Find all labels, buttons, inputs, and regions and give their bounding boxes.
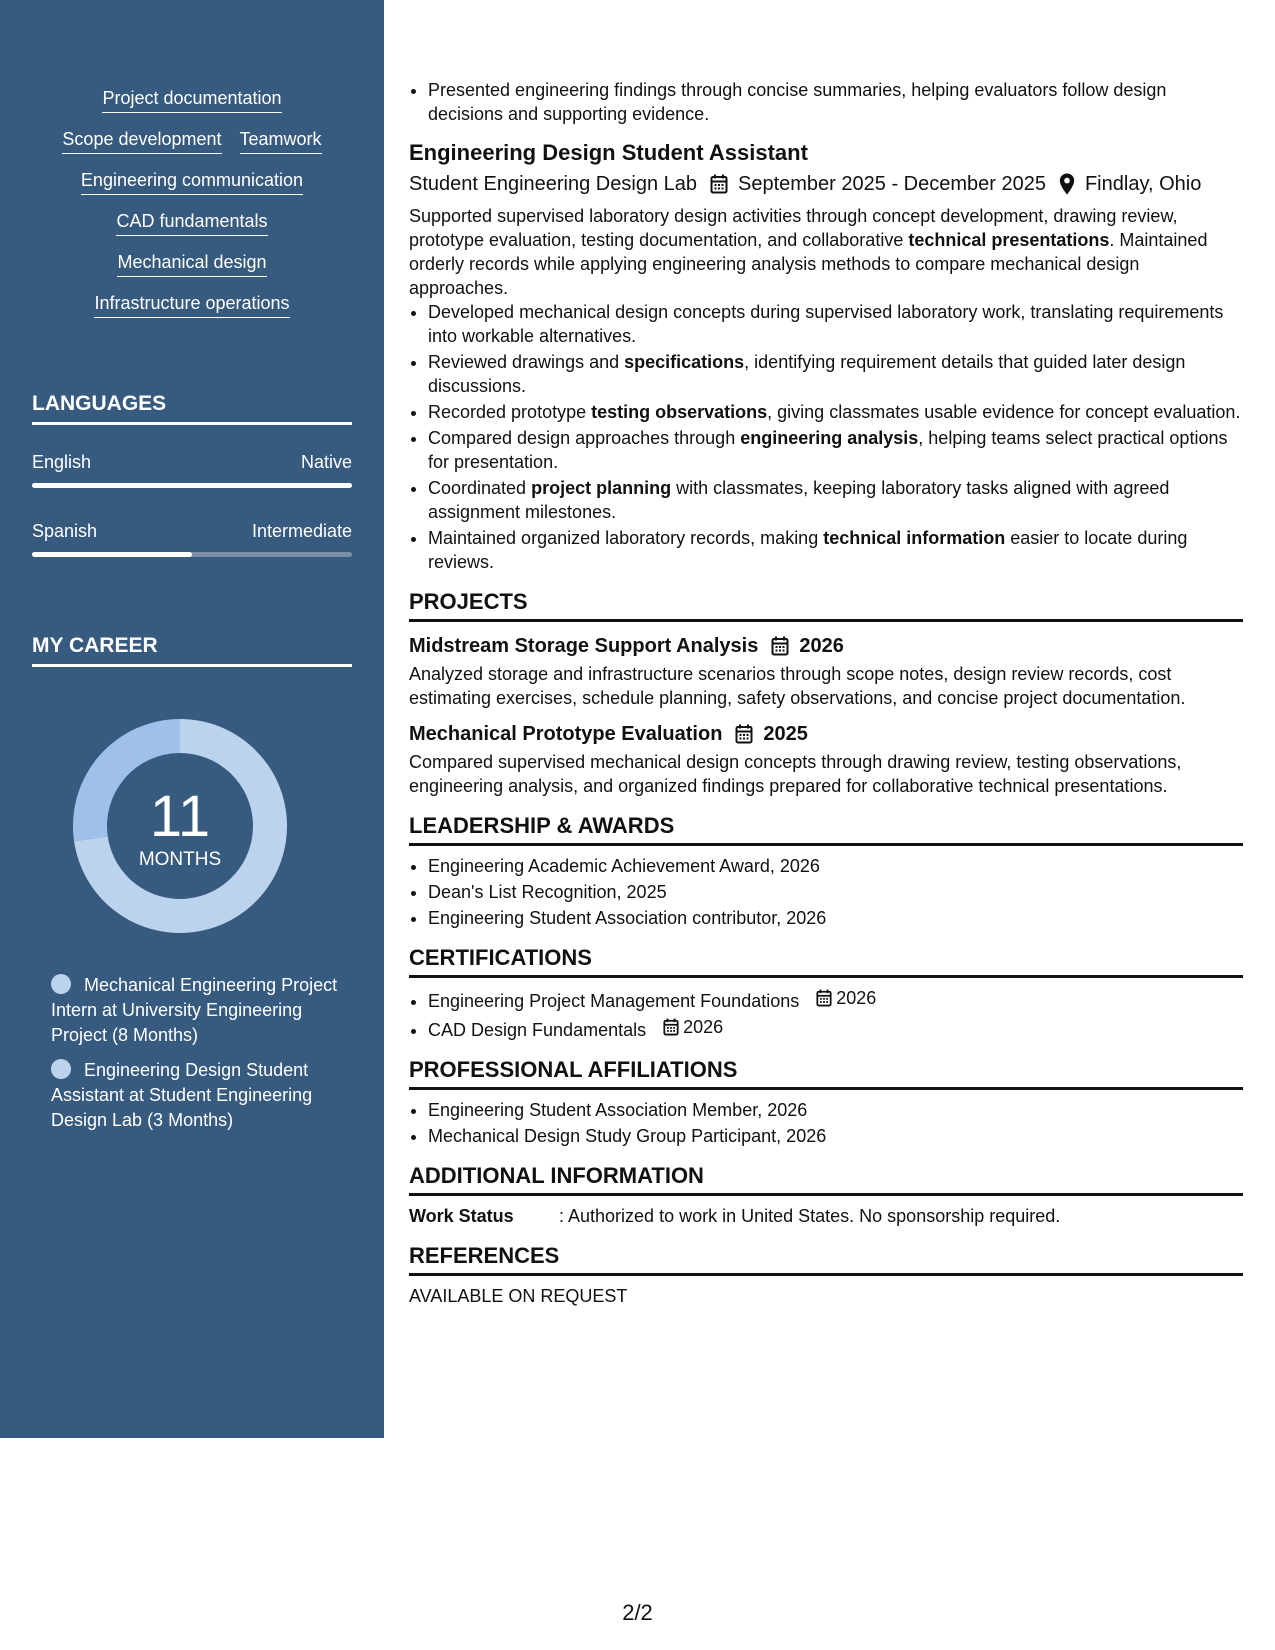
location-pin-icon <box>1059 173 1075 195</box>
calendar-icon <box>663 1018 679 1036</box>
job-company: Student Engineering Design Lab <box>409 173 697 195</box>
list-item: • Recorded prototype testing observations, giving classmates usable evidence for concept evaluation. <box>428 400 1243 424</box>
language-spanish <box>32 519 352 557</box>
projects-heading: PROJECTS <box>409 588 1243 622</box>
affiliations-list <box>409 1098 1243 1148</box>
job-bullets <box>409 300 1243 574</box>
skill-row <box>32 168 352 195</box>
legend-dot-icon <box>51 1059 71 1079</box>
project-description: Compared supervised mechanical design concepts through drawing review, testing observations, engineering analysis, and organized findings prepared for collaborative technical presentations. <box>409 752 1182 796</box>
skill-tag[interactable]: Teamwork <box>240 127 322 154</box>
work-status-value: : Authorized to work in United States. No sponsorship required. <box>559 1206 1061 1226</box>
skill-row <box>32 209 352 236</box>
list-item: • Coordinated project planning with classmates, keeping laboratory tasks aligned with agreed assignment milestones. <box>428 476 1243 524</box>
language-proficiency-bar <box>32 552 352 557</box>
language-english <box>32 450 352 488</box>
certifications-heading: CERTIFICATIONS <box>409 944 1243 978</box>
certifications-list <box>409 986 1243 1042</box>
list-item: • Compared design approaches through engineering analysis, helping teams select practical options for presentation. <box>428 426 1243 474</box>
career-donut-chart <box>66 712 294 940</box>
legend-dot-icon <box>51 974 71 994</box>
language-proficiency-fill <box>32 483 352 488</box>
calendar-icon <box>710 174 728 194</box>
skill-tag[interactable]: Project documentation <box>102 86 281 113</box>
work-status-label: Work Status <box>409 1206 514 1226</box>
skill-row <box>32 127 352 154</box>
skill-tag[interactable]: Infrastructure operations <box>94 291 289 318</box>
list-item: • Engineering Student Association contributor, 2026 <box>428 906 1243 930</box>
job-dates: September 2025 - December 2025 <box>738 173 1046 195</box>
list-item: • Engineering Student Association Member, 2026 <box>428 1098 1243 1122</box>
list-item: • Mechanical Design Study Group Participant, 2026 <box>428 1124 1243 1148</box>
intro-list <box>409 78 1243 126</box>
career-heading: MY CAREER <box>32 634 352 667</box>
list-item: • Engineering Academic Achievement Award, 2026 <box>428 854 1243 878</box>
career-legend-item: Mechanical Engineering Project Intern at University Engineering Project (8 Months) <box>51 975 338 1045</box>
language-level: Intermediate <box>251 521 352 541</box>
project-title: Mechanical Prototype Evaluation <box>409 723 723 745</box>
skill-tag[interactable]: CAD fundamentals <box>116 209 267 236</box>
project-description: Analyzed storage and infrastructure scenarios through scope notes, design review records, cost estimating exercises, schedule planning, safety observations, and concise project documentation. <box>409 664 1186 708</box>
language-name: Spanish <box>32 521 98 541</box>
language-proficiency-fill <box>32 552 192 557</box>
list-item: • CAD Design Fundamentals 2026 <box>428 1015 1243 1042</box>
calendar-icon <box>816 989 832 1007</box>
list-item: • Dean's List Recognition, 2025 <box>428 880 1243 904</box>
sidebar <box>0 0 384 1438</box>
job-meta <box>409 170 1243 198</box>
leadership-list <box>409 854 1243 930</box>
references-text: AVAILABLE ON REQUEST <box>409 1286 628 1306</box>
job-location: Findlay, Ohio <box>1084 173 1202 195</box>
career-legend-item: Engineering Design Student Assistant at Student Engineering Design Lab (3 Months) <box>51 1060 313 1130</box>
list-item: • Maintained organized laboratory records, making technical information easier to locate during reviews. <box>428 526 1243 574</box>
career-total-unit: MONTHS <box>138 849 222 870</box>
project-title-row <box>409 632 1243 660</box>
languages-heading: LANGUAGES <box>32 392 352 425</box>
language-level: Native <box>300 452 352 472</box>
skill-row <box>32 86 352 113</box>
affiliations-heading: PROFESSIONAL AFFILIATIONS <box>409 1056 1243 1090</box>
career-legend <box>51 973 341 1143</box>
skill-tag[interactable]: Mechanical design <box>117 250 266 277</box>
additional-info-heading: ADDITIONAL INFORMATION <box>409 1162 1243 1196</box>
calendar-icon <box>735 724 753 744</box>
references-heading: REFERENCES <box>409 1242 1243 1276</box>
project-year: 2026 <box>799 635 844 657</box>
skill-row <box>32 250 352 277</box>
job-summary: Supported supervised laboratory design activities through concept development, drawing review, prototype evaluation, testing documentation, and collaborative technical presentations. Maintained orderly records while applying engineering analysis methods to compare mechanical design approaches. <box>409 206 1208 298</box>
project-title: Midstream Storage Support Analysis <box>409 635 759 657</box>
list-item: • Engineering Project Management Foundations 2026 <box>428 986 1243 1013</box>
skill-tag[interactable]: Engineering communication <box>81 168 303 195</box>
list-item: • Developed mechanical design concepts during supervised laboratory work, translating requirements into workable alternatives. <box>428 300 1243 348</box>
calendar-icon <box>771 636 789 656</box>
job-title: Engineering Design Student Assistant <box>409 140 808 165</box>
main-content <box>409 78 1243 1308</box>
language-proficiency-bar <box>32 483 352 488</box>
list-item: • Reviewed drawings and specifications, identifying requirement details that guided later design discussions. <box>428 350 1243 398</box>
project-title-row <box>409 720 1243 748</box>
work-status-row <box>409 1204 1243 1228</box>
language-name: English <box>32 452 92 472</box>
skills-list <box>32 86 352 332</box>
list-item: • Presented engineering findings through concise summaries, helping evaluators follow design decisions and supporting evidence. <box>428 78 1243 126</box>
skill-tag[interactable]: Scope development <box>62 127 221 154</box>
career-total-number: 11 <box>149 784 211 849</box>
page-number: 2/2 <box>622 1600 653 1625</box>
leadership-heading: LEADERSHIP & AWARDS <box>409 812 1243 846</box>
project-year: 2025 <box>763 723 808 745</box>
skill-row <box>32 291 352 318</box>
